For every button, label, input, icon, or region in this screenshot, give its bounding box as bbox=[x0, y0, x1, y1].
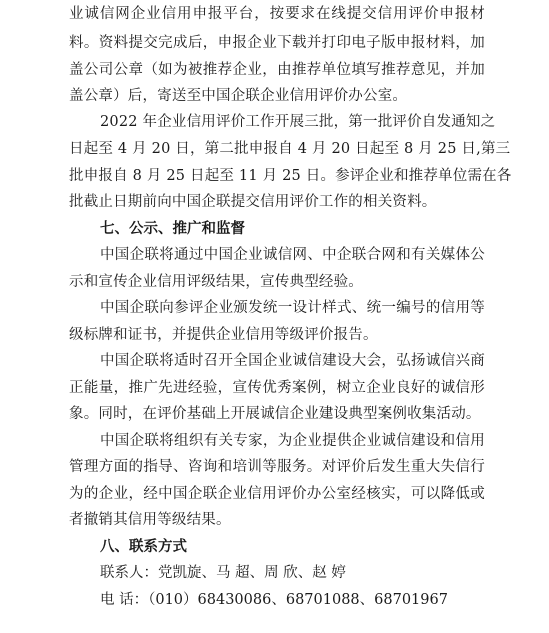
paragraph-line: 料。资料提交完成后，申报企业下载并打印电子版申报材料，加 bbox=[69, 35, 485, 51]
paragraph-line: 批申报自 8 月 25 日起至 11 月 25 日。参评企业和推荐单位需在各 bbox=[69, 168, 512, 184]
paragraph-line: 中国企联将通过中国企业诚信网、中企联合网和有关媒体公 bbox=[100, 247, 485, 263]
contact-phone: 电 话：（010）68430086、68701088、68701967 bbox=[100, 592, 448, 608]
paragraph-line: 盖公司公章（如为被推荐企业，由推荐单位填写推荐意见，并加 bbox=[69, 62, 485, 78]
paragraph-line: 者撤销其信用等级结果。 bbox=[69, 512, 231, 528]
paragraph-line: 批截止日期前向中国企联提交信用评价工作的相关资料。 bbox=[69, 194, 437, 210]
paragraph-line: 业诚信网企业信用申报平台，按要求在线提交信用评价申报材 bbox=[69, 6, 485, 22]
paragraph-line: 中国企联将适时召开全国企业诚信建设大会，弘扬诚信兴商 bbox=[100, 353, 485, 369]
paragraph-line: 日起至 4 月 20 日，第二批申报自 4 月 20 日起至 8 月 25 日,第三 bbox=[69, 141, 511, 157]
paragraph-line: 中国企联向参评企业颁发统一设计样式、统一编号的信用等 bbox=[100, 300, 485, 316]
contact-people: 联系人：党凯旋、马 超、周 欣、赵 婷 bbox=[100, 565, 346, 581]
paragraph-line: 管理方面的指导、咨询和培训等服务。对评价后发生重大失信行 bbox=[69, 459, 485, 475]
section-heading: 七、公示、推广和监督 bbox=[100, 221, 245, 237]
paragraph-line: 中国企联将组织有关专家，为企业提供企业诚信建设和信用 bbox=[100, 433, 485, 449]
paragraph-line: 盖公章）后，寄送至中国企联企业信用评价办公室。 bbox=[69, 88, 408, 104]
paragraph-line: 级标牌和证书，并提供企业信用等级评价报告。 bbox=[69, 327, 378, 343]
paragraph-line: 象。同时，在评价基础上开展诚信企业建设典型案例收集活动。 bbox=[69, 406, 481, 422]
paragraph-line: 示和宣传企业信用评级结果，宣传典型经验。 bbox=[69, 274, 363, 290]
section-heading: 八、联系方式 bbox=[100, 539, 187, 555]
paragraph-line: 正能量，推广先进经验，宣传优秀案例，树立企业良好的诚信形 bbox=[69, 380, 485, 396]
paragraph-line: 2022 年企业信用评价工作开展三批，第一批评价自发通知之 bbox=[100, 114, 496, 130]
paragraph-line: 为的企业，经中国企联企业信用评价办公室经核实，可以降低或 bbox=[69, 486, 485, 502]
